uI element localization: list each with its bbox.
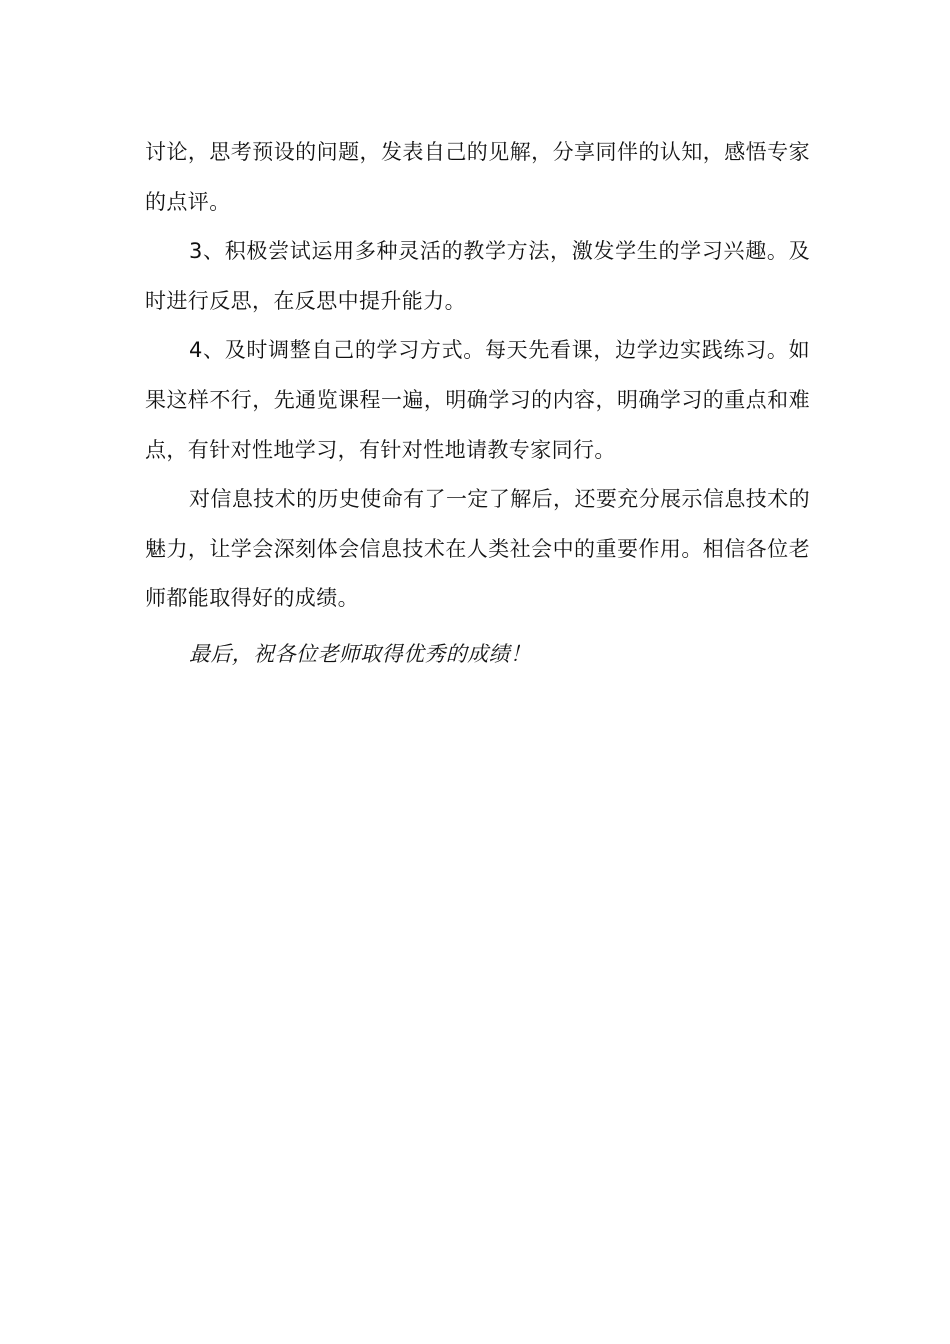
paragraph-item-3: 3、积极尝试运用多种灵活的教学方法，激发学生的学习兴趣。及时进行反思，在反思中提升能力。 <box>145 239 810 313</box>
paragraph-conclusion: 对信息技术的历史使命有了一定了解后，还要充分展示信息技术的魅力，让学会深刻体会信息技术在人类社会中的重要作用。相信各位老师都能取得好的成绩。 <box>145 487 810 611</box>
document-body <box>145 128 810 701</box>
paragraph-item-4: 4、及时调整自己的学习方式。每天先看课，边学边实践练习。如果这样不行，先通览课程一遍，明确学习的内容，明确学习的重点和难点，有针对性地学习，有针对性地请教专家同行。 <box>145 338 810 462</box>
closing-line: 最后，祝各位老师取得优秀的成绩！ <box>189 641 532 666</box>
paragraph-continuation: 讨论，思考预设的问题，发表自己的见解，分享同伴的认知，感悟专家的点评。 <box>145 140 810 214</box>
